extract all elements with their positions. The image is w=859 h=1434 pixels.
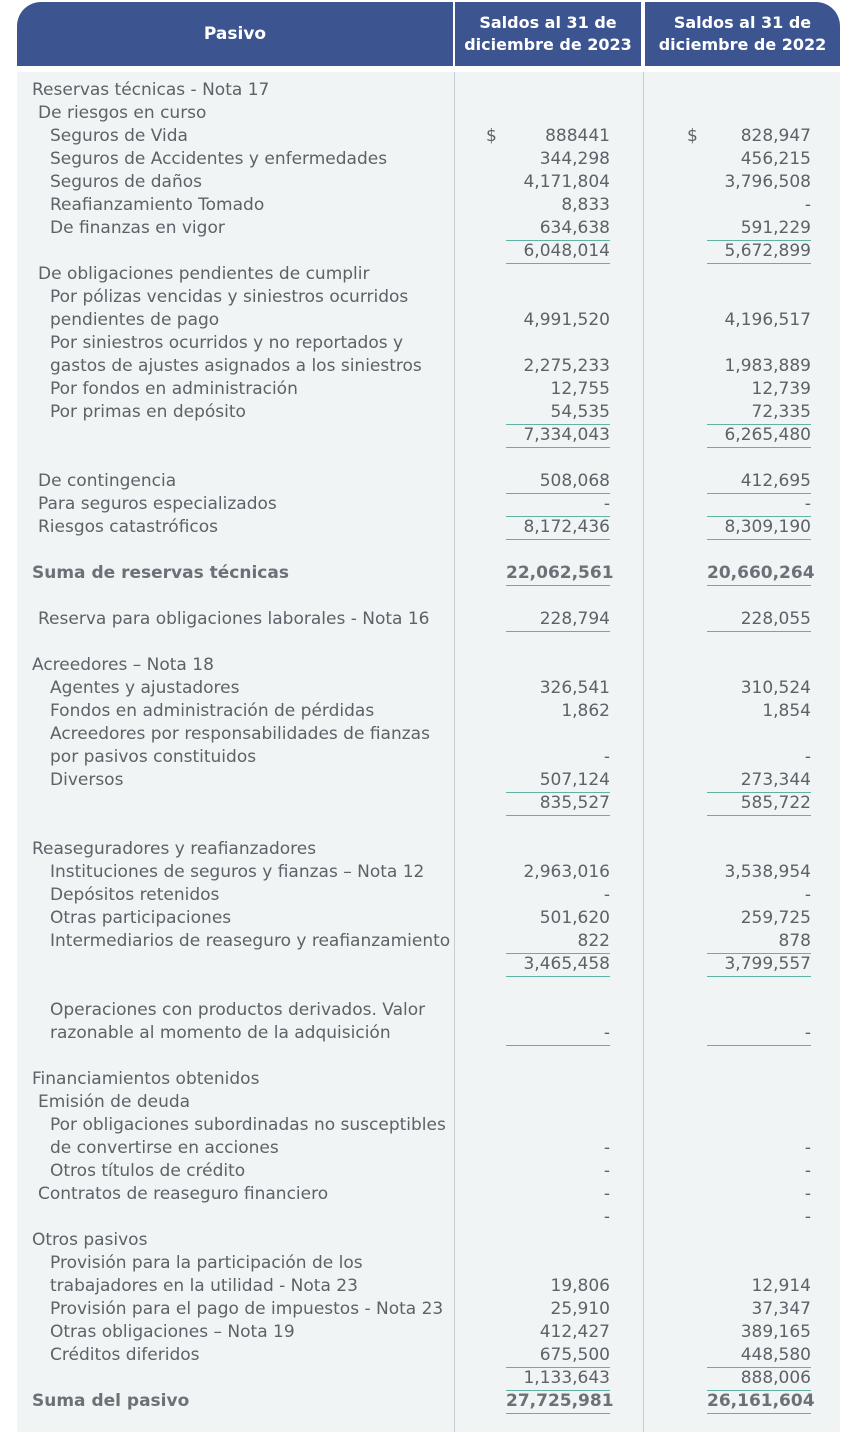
subtotal-2022: - <box>804 1207 811 1227</box>
value-2022: 878 <box>707 930 811 954</box>
value-2023: 4,991,520 <box>523 310 610 330</box>
value-2023: 507,124 <box>506 769 610 793</box>
total-2022: 20,660,264 <box>707 562 811 586</box>
subtotal-row <box>17 1367 840 1390</box>
subtotal-2022: 6,265,480 <box>707 424 811 448</box>
row-label: Agentes y ajustadores <box>50 678 240 698</box>
value-2022: 3,538,954 <box>724 862 811 882</box>
value-2022: 389,165 <box>740 1322 811 1342</box>
row-label: Riesgos catastróficos <box>38 517 219 537</box>
subtotal-row <box>17 240 840 263</box>
spacer <box>17 631 840 654</box>
row-label: De contingencia <box>38 471 177 491</box>
value-2023: - <box>603 1138 610 1158</box>
value-2022: 37,347 <box>751 1299 811 1319</box>
table-row <box>17 217 840 240</box>
table-row <box>17 148 840 171</box>
value-2023: 54,535 <box>506 401 610 425</box>
row-label: De finanzas en vigor <box>50 218 225 238</box>
table-row <box>17 79 840 102</box>
table-row <box>17 1321 840 1344</box>
row-label: Seguros de daños <box>50 172 202 192</box>
row-label: Otras participaciones <box>50 908 232 928</box>
spacer <box>17 976 840 999</box>
table-row <box>17 378 840 401</box>
currency-symbol: $ <box>687 126 698 146</box>
value-2023: 8,172,436 <box>506 516 610 540</box>
total-row <box>17 562 840 585</box>
value-2022: - <box>707 1022 811 1046</box>
row-label: Financiamientos obtenidos <box>32 1069 260 1089</box>
value-2022: 448,580 <box>707 1344 811 1368</box>
value-2023: - <box>603 885 610 905</box>
table-row <box>17 1137 840 1160</box>
subtotal-2022: 585,722 <box>707 792 811 816</box>
value-2022: 412,695 <box>707 470 811 494</box>
value-2022: 1,983,889 <box>724 356 811 376</box>
value-2022: - <box>804 1161 811 1181</box>
value-2023: - <box>506 1022 610 1046</box>
spacer <box>17 447 840 470</box>
row-label: Diversos <box>50 770 124 790</box>
row-label: Otros títulos de crédito <box>50 1161 246 1181</box>
value-2023: 326,541 <box>539 678 610 698</box>
row-label: Por fondos en administración <box>50 379 298 399</box>
table-row <box>17 769 840 792</box>
row-label: Instituciones de seguros y fianzas – Nota 12 <box>50 862 425 882</box>
spacer <box>17 815 840 838</box>
value-2022: 456,215 <box>740 149 811 169</box>
row-label: Provisión para la participación de los <box>50 1253 363 1273</box>
table-row <box>17 1275 840 1298</box>
subtotal-2023: - <box>603 1207 610 1227</box>
value-2023: 8,833 <box>561 195 610 215</box>
value-2022: 591,229 <box>707 217 811 241</box>
table-row <box>17 1183 840 1206</box>
row-label: Otros pasivos <box>32 1230 148 1250</box>
header-2023: Saldos al 31 de diciembre de 2023 <box>455 2 641 66</box>
row-label: Por primas en depósito <box>50 402 246 422</box>
value-2022: 228,055 <box>707 608 811 632</box>
total-row <box>17 1390 840 1413</box>
table-row <box>17 125 840 148</box>
table-row <box>17 1344 840 1367</box>
subtotal-2023: 3,465,458 <box>506 953 610 977</box>
table-row <box>17 654 840 677</box>
value-2022: - <box>707 493 811 517</box>
total-label: Suma de reservas técnicas <box>32 563 289 583</box>
table-row <box>17 401 840 424</box>
value-2023: - <box>603 747 610 767</box>
value-2023: 634,638 <box>506 217 610 241</box>
table-row <box>17 1160 840 1183</box>
row-label: Intermediarios de reaseguro y reafianzamiento <box>50 931 451 951</box>
value-2023: 25,910 <box>550 1299 610 1319</box>
table-row <box>17 194 840 217</box>
total-label: Suma del pasivo <box>32 1391 190 1411</box>
table-row <box>17 1022 840 1045</box>
table-row <box>17 493 840 516</box>
table-row <box>17 1298 840 1321</box>
table-row <box>17 1229 840 1252</box>
subtotal-row <box>17 953 840 976</box>
row-label: Reservas técnicas - Nota 17 <box>32 80 270 100</box>
table-row <box>17 309 840 332</box>
subtotal-2023: 6,048,014 <box>506 240 610 264</box>
value-2022: 259,725 <box>740 908 811 928</box>
row-label: Acreedores – Nota 18 <box>32 655 214 675</box>
value-2023: 19,806 <box>550 1276 610 1296</box>
table-row <box>17 746 840 769</box>
table-row <box>17 861 840 884</box>
value-2022: 1,854 <box>762 701 811 721</box>
header-pasivo: Pasivo <box>17 2 453 66</box>
total-2023: 27,725,981 <box>506 1390 610 1414</box>
row-label: Otras obligaciones – Nota 19 <box>50 1322 295 1342</box>
row-label: gastos de ajustes asignados a los siniestros <box>50 356 422 376</box>
table-row <box>17 930 840 953</box>
balance-sheet-liabilities <box>17 0 840 1434</box>
subtotal-2023: 835,527 <box>506 792 610 816</box>
table-row <box>17 999 840 1022</box>
table-row <box>17 1068 840 1091</box>
value-2023: - <box>603 1161 610 1181</box>
value-2022: 828,947 <box>740 126 811 146</box>
value-2022: - <box>804 885 811 905</box>
subtotal-2022: 3,799,557 <box>707 953 811 977</box>
value-2022: - <box>804 195 811 215</box>
table-row <box>17 608 840 631</box>
row-label: Contratos de reaseguro financiero <box>38 1184 329 1204</box>
value-2023: - <box>603 1184 610 1204</box>
row-label: De riesgos en curso <box>38 103 207 123</box>
row-label: Créditos diferidos <box>50 1345 200 1365</box>
row-label: Por obligaciones subordinadas no susceptibles <box>50 1115 446 1135</box>
table-row <box>17 700 840 723</box>
header-2022: Saldos al 31 de diciembre de 2022 <box>645 2 840 66</box>
currency-symbol: $ <box>486 126 497 146</box>
spacer <box>17 1045 840 1068</box>
row-label: por pasivos constituidos <box>50 747 257 767</box>
row-label: razonable al momento de la adquisición <box>50 1023 391 1043</box>
value-2022: - <box>804 1184 811 1204</box>
value-2023: 822 <box>506 930 610 954</box>
row-label: Para seguros especializados <box>38 494 277 514</box>
table-row <box>17 355 840 378</box>
row-label: Provisión para el pago de impuestos - Nota 23 <box>50 1299 444 1319</box>
value-2022: 72,335 <box>707 401 811 425</box>
value-2023: 2,963,016 <box>523 862 610 882</box>
value-2022: 310,524 <box>740 678 811 698</box>
table-row <box>17 884 840 907</box>
value-2022: 12,739 <box>751 379 811 399</box>
subtotal-row <box>17 792 840 815</box>
value-2022: - <box>804 747 811 767</box>
table-row <box>17 332 840 355</box>
value-2023: 508,068 <box>506 470 610 494</box>
value-2023: 1,862 <box>561 701 610 721</box>
value-2023: 675,500 <box>506 1344 610 1368</box>
value-2022: 12,914 <box>751 1276 811 1296</box>
row-label: de convertirse en acciones <box>50 1138 279 1158</box>
value-2023: 12,755 <box>550 379 610 399</box>
spacer <box>17 539 840 562</box>
row-label: trabajadores en la utilidad - Nota 23 <box>50 1276 358 1296</box>
table-row <box>17 907 840 930</box>
row-label: Reaseguradores y reafianzadores <box>32 839 317 859</box>
value-2023: 888441 <box>545 126 610 146</box>
row-label: Reserva para obligaciones laborales - Nota 16 <box>38 609 430 629</box>
value-2023: 228,794 <box>506 608 610 632</box>
table-row <box>17 470 840 493</box>
row-label: Reafianzamiento Tomado <box>50 195 265 215</box>
spacer <box>17 585 840 608</box>
subtotal-row <box>17 424 840 447</box>
row-label: Operaciones con productos derivados. Valor <box>50 1000 426 1020</box>
row-label: Fondos en administración de pérdidas <box>50 701 375 721</box>
value-2022: 3,796,508 <box>724 172 811 192</box>
subtotal-2023: 7,334,043 <box>506 424 610 448</box>
row-label: Emisión de deuda <box>38 1092 191 1112</box>
subtotal-row <box>17 1206 840 1229</box>
row-label: Acreedores por responsabilidades de fianzas <box>50 724 430 744</box>
table-row <box>17 838 840 861</box>
subtotal-2022: 888,006 <box>707 1367 811 1391</box>
table-row <box>17 286 840 309</box>
table-row <box>17 516 840 539</box>
value-2022: 8,309,190 <box>707 516 811 540</box>
row-label: Por siniestros ocurridos y no reportados y <box>50 333 404 353</box>
table-row <box>17 102 840 125</box>
table-row <box>17 723 840 746</box>
value-2023: 4,171,804 <box>523 172 610 192</box>
value-2022: - <box>804 1138 811 1158</box>
row-label: pendientes de pago <box>50 310 220 330</box>
row-label: De obligaciones pendientes de cumplir <box>38 264 370 284</box>
table-row <box>17 171 840 194</box>
table-row <box>17 263 840 286</box>
value-2023: 412,427 <box>539 1322 610 1342</box>
row-label: Seguros de Accidentes y enfermedades <box>50 149 388 169</box>
table-row <box>17 1252 840 1275</box>
value-2023: 344,298 <box>539 149 610 169</box>
value-2023: - <box>506 493 610 517</box>
row-label: Por pólizas vencidas y siniestros ocurridos <box>50 287 409 307</box>
value-2022: 4,196,517 <box>724 310 811 330</box>
row-label: Depósitos retenidos <box>50 885 220 905</box>
row-label: Seguros de Vida <box>50 126 188 146</box>
table-rows <box>17 79 840 1413</box>
table-row <box>17 677 840 700</box>
value-2023: 501,620 <box>539 908 610 928</box>
value-2022: 273,344 <box>707 769 811 793</box>
value-2023: 2,275,233 <box>523 356 610 376</box>
total-2022: 26,161,604 <box>707 1390 811 1414</box>
table-row <box>17 1091 840 1114</box>
subtotal-2023: 1,133,643 <box>506 1367 610 1391</box>
table-row <box>17 1114 840 1137</box>
total-2023: 22,062,561 <box>506 562 610 586</box>
subtotal-2022: 5,672,899 <box>707 240 811 264</box>
